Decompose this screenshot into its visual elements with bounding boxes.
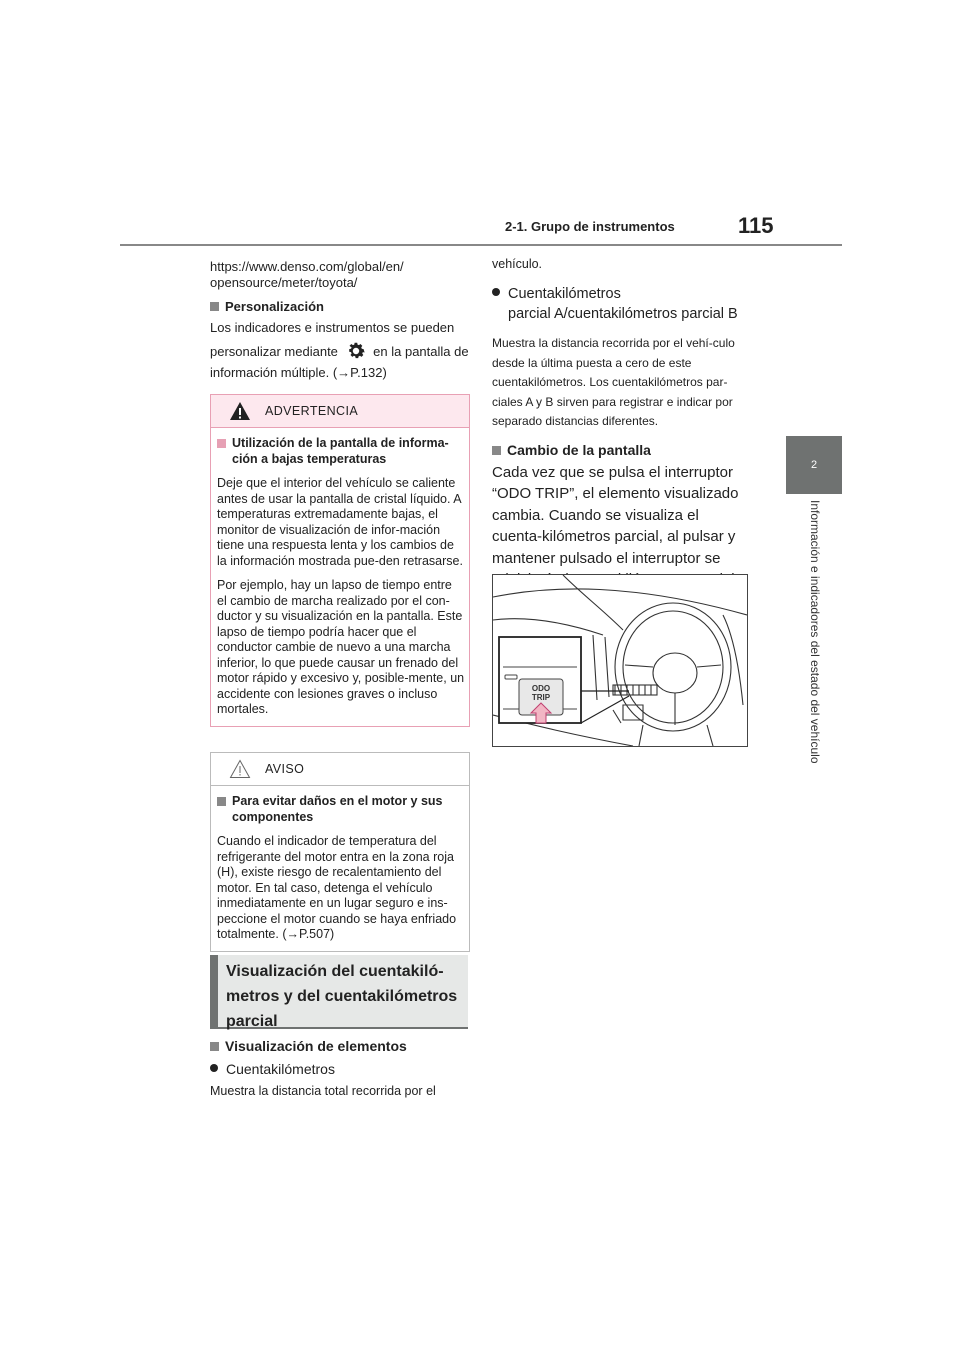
dashboard-figure [492, 574, 748, 747]
notice-subheading: Para evitar daños en el motor y sus componentes [217, 794, 465, 825]
page-reference[interactable]: →P.132) [337, 365, 387, 380]
section-heading-line-3: parcial [226, 1013, 278, 1030]
warning-paragraph-2: Por ejemplo, hay un lapso de tiempo entre el cambio de marcha realizado por el con-ductor y su visualización en la pantalla. Este lapso de tiempo podría hacer que el conductor cambie de nuevo a una marcha inferior, lo que puede causar un frenado del motor rápido y excesivo y, posible-mente, un accidente con lesiones graves o incluso mortales. [217, 578, 465, 716]
square-bullet-icon [217, 797, 226, 806]
change-heading: Cambio de la pantalla [492, 442, 754, 458]
change-text: Cada vez que se pulsa el interruptor “ODO TRIP”, el elemento visualizado cambia. Cuando se visualiza el cuenta-kilómetros parcial, al pulsar y mantener pulsado el interruptor se [492, 463, 739, 567]
square-bullet-icon [210, 1042, 219, 1051]
elements-block [210, 1038, 472, 1099]
gear-icon [345, 340, 367, 362]
odometer-text: Muestra la distancia total recorrida por el [210, 1084, 436, 1098]
round-bullet-icon [210, 1064, 218, 1072]
caution-triangle-icon [229, 759, 251, 779]
personalization-text-a: Los indicadores e instrumentos se pueden [210, 320, 455, 335]
warning-paragraph-1: Deje que el interior del vehículo se caliente antes de usar la pantalla de cristal líquido. A temperaturas extremadamente bajas, el monitor de visualización de infor-mación tiene una respuesta lenta y los cambios de la información mostrada pue-den retrasarse. [217, 476, 463, 568]
notice-header [211, 753, 469, 786]
header-divider [120, 244, 842, 246]
warning-subheading: Utilización de la pantalla de informa-ción a bajas temperaturas [217, 436, 465, 467]
square-bullet-icon [492, 446, 501, 455]
section-heading-line-1: Visualización del cuentakiló- [226, 963, 444, 980]
personalization-text-d-line: información múltiple. (→P.132) [210, 365, 387, 380]
notice-title: AVISO [265, 762, 305, 776]
notice-body [211, 786, 469, 951]
notice-box [210, 752, 470, 952]
square-bullet-icon [217, 439, 226, 448]
continued-text: vehículo. [492, 257, 543, 271]
trip-label: Cuentakilómetros parcial A/cuentakilómetros parcial B [492, 284, 754, 324]
warning-box [210, 394, 470, 727]
url-block [210, 259, 468, 291]
personalization-block [210, 296, 472, 383]
personalization-text-b-line: personalizar mediante en la pantalla de [210, 340, 472, 362]
warning-body [211, 428, 469, 726]
round-bullet-icon [492, 288, 500, 296]
personalization-heading: Personalización [210, 296, 472, 317]
warning-header [211, 395, 469, 428]
dashboard-illustration [493, 575, 747, 746]
section-heading-band [210, 955, 468, 1029]
odo-button-label-2: TRIP [531, 693, 551, 702]
section-heading-line-2: metros y del cuentakilómetros [226, 988, 458, 1005]
section-header-title: 2-1. Grupo de instrumentos [505, 219, 675, 234]
warning-triangle-icon [229, 401, 251, 421]
right-column [492, 256, 754, 591]
trip-text: Muestra la distancia recorrida por el vehí-culo desde la última puesta a cero de este cuentakilómetros. Los cuentakilómetros par-ciales A y B sirven para registrar e indicar por separado distancias diferentes. [492, 336, 735, 428]
chapter-side-label-text: Información e indicadores del estado del vehículo [808, 500, 822, 764]
odometer-label: Cuentakilómetros [210, 1061, 472, 1077]
chapter-tab-number: 2 [810, 459, 818, 471]
odo-button-label-1: ODO [531, 684, 551, 693]
page-number: 115 [738, 213, 774, 238]
url-line-1: https://www.denso.com/global/en/ [210, 259, 404, 274]
url-line-2: opensource/meter/toyota/ [210, 275, 358, 290]
elements-heading: Visualización de elementos [210, 1038, 472, 1054]
square-bullet-icon [210, 302, 219, 311]
warning-title: ADVERTENCIA [265, 404, 359, 418]
chapter-side-label [804, 500, 826, 800]
chapter-tab [786, 436, 842, 494]
notice-paragraph: Cuando el indicador de temperatura del refrigerante del motor entra en la zona roja (H), existe riesgo de recalentamiento del motor. En tal caso, detenga el vehículo inmediatamente en un lugar seguro e ins-peccione el motor cuando se haya enfriado totalmente. (→P.507) [217, 834, 457, 941]
